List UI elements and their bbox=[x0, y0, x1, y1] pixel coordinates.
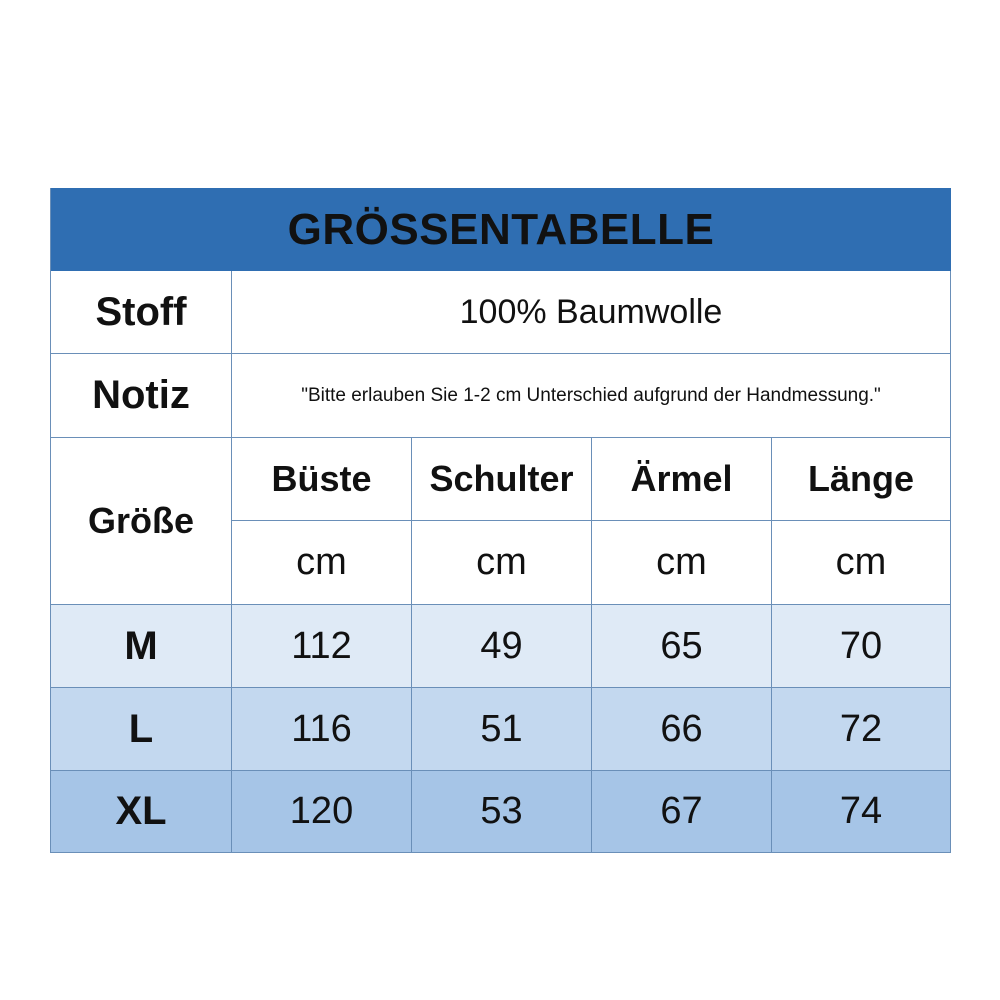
unit-sleeve: cm bbox=[592, 521, 772, 605]
column-header-bust: Büste bbox=[232, 438, 412, 521]
size-label-l: L bbox=[51, 688, 232, 771]
size-label-m: M bbox=[51, 605, 232, 688]
table-cell: 116 bbox=[232, 688, 412, 771]
note-label: Notiz bbox=[51, 354, 232, 438]
column-header-shoulder: Schulter bbox=[412, 438, 592, 521]
column-header-sleeve: Ärmel bbox=[592, 438, 772, 521]
column-header-length: Länge bbox=[772, 438, 951, 521]
table-cell: 72 bbox=[772, 688, 951, 771]
unit-shoulder: cm bbox=[412, 521, 592, 605]
table-cell: 49 bbox=[412, 605, 592, 688]
table-cell: 112 bbox=[232, 605, 412, 688]
table-cell: 51 bbox=[412, 688, 592, 771]
table-cell: 53 bbox=[412, 771, 592, 853]
size-label-xl: XL bbox=[51, 771, 232, 853]
size-chart-table bbox=[50, 188, 950, 853]
table-cell: 70 bbox=[772, 605, 951, 688]
table-cell: 65 bbox=[592, 605, 772, 688]
chart-title: GRÖSSENTABELLE bbox=[51, 188, 951, 271]
unit-length: cm bbox=[772, 521, 951, 605]
size-header-label: Größe bbox=[51, 438, 232, 605]
table-cell: 66 bbox=[592, 688, 772, 771]
table-cell: 74 bbox=[772, 771, 951, 853]
unit-bust: cm bbox=[232, 521, 412, 605]
table-cell: 67 bbox=[592, 771, 772, 853]
table-cell: 120 bbox=[232, 771, 412, 853]
fabric-label: Stoff bbox=[51, 271, 232, 354]
fabric-value: 100% Baumwolle bbox=[232, 271, 951, 354]
note-value: "Bitte erlauben Sie 1-2 cm Unterschied aufgrund der Handmessung." bbox=[232, 354, 951, 438]
